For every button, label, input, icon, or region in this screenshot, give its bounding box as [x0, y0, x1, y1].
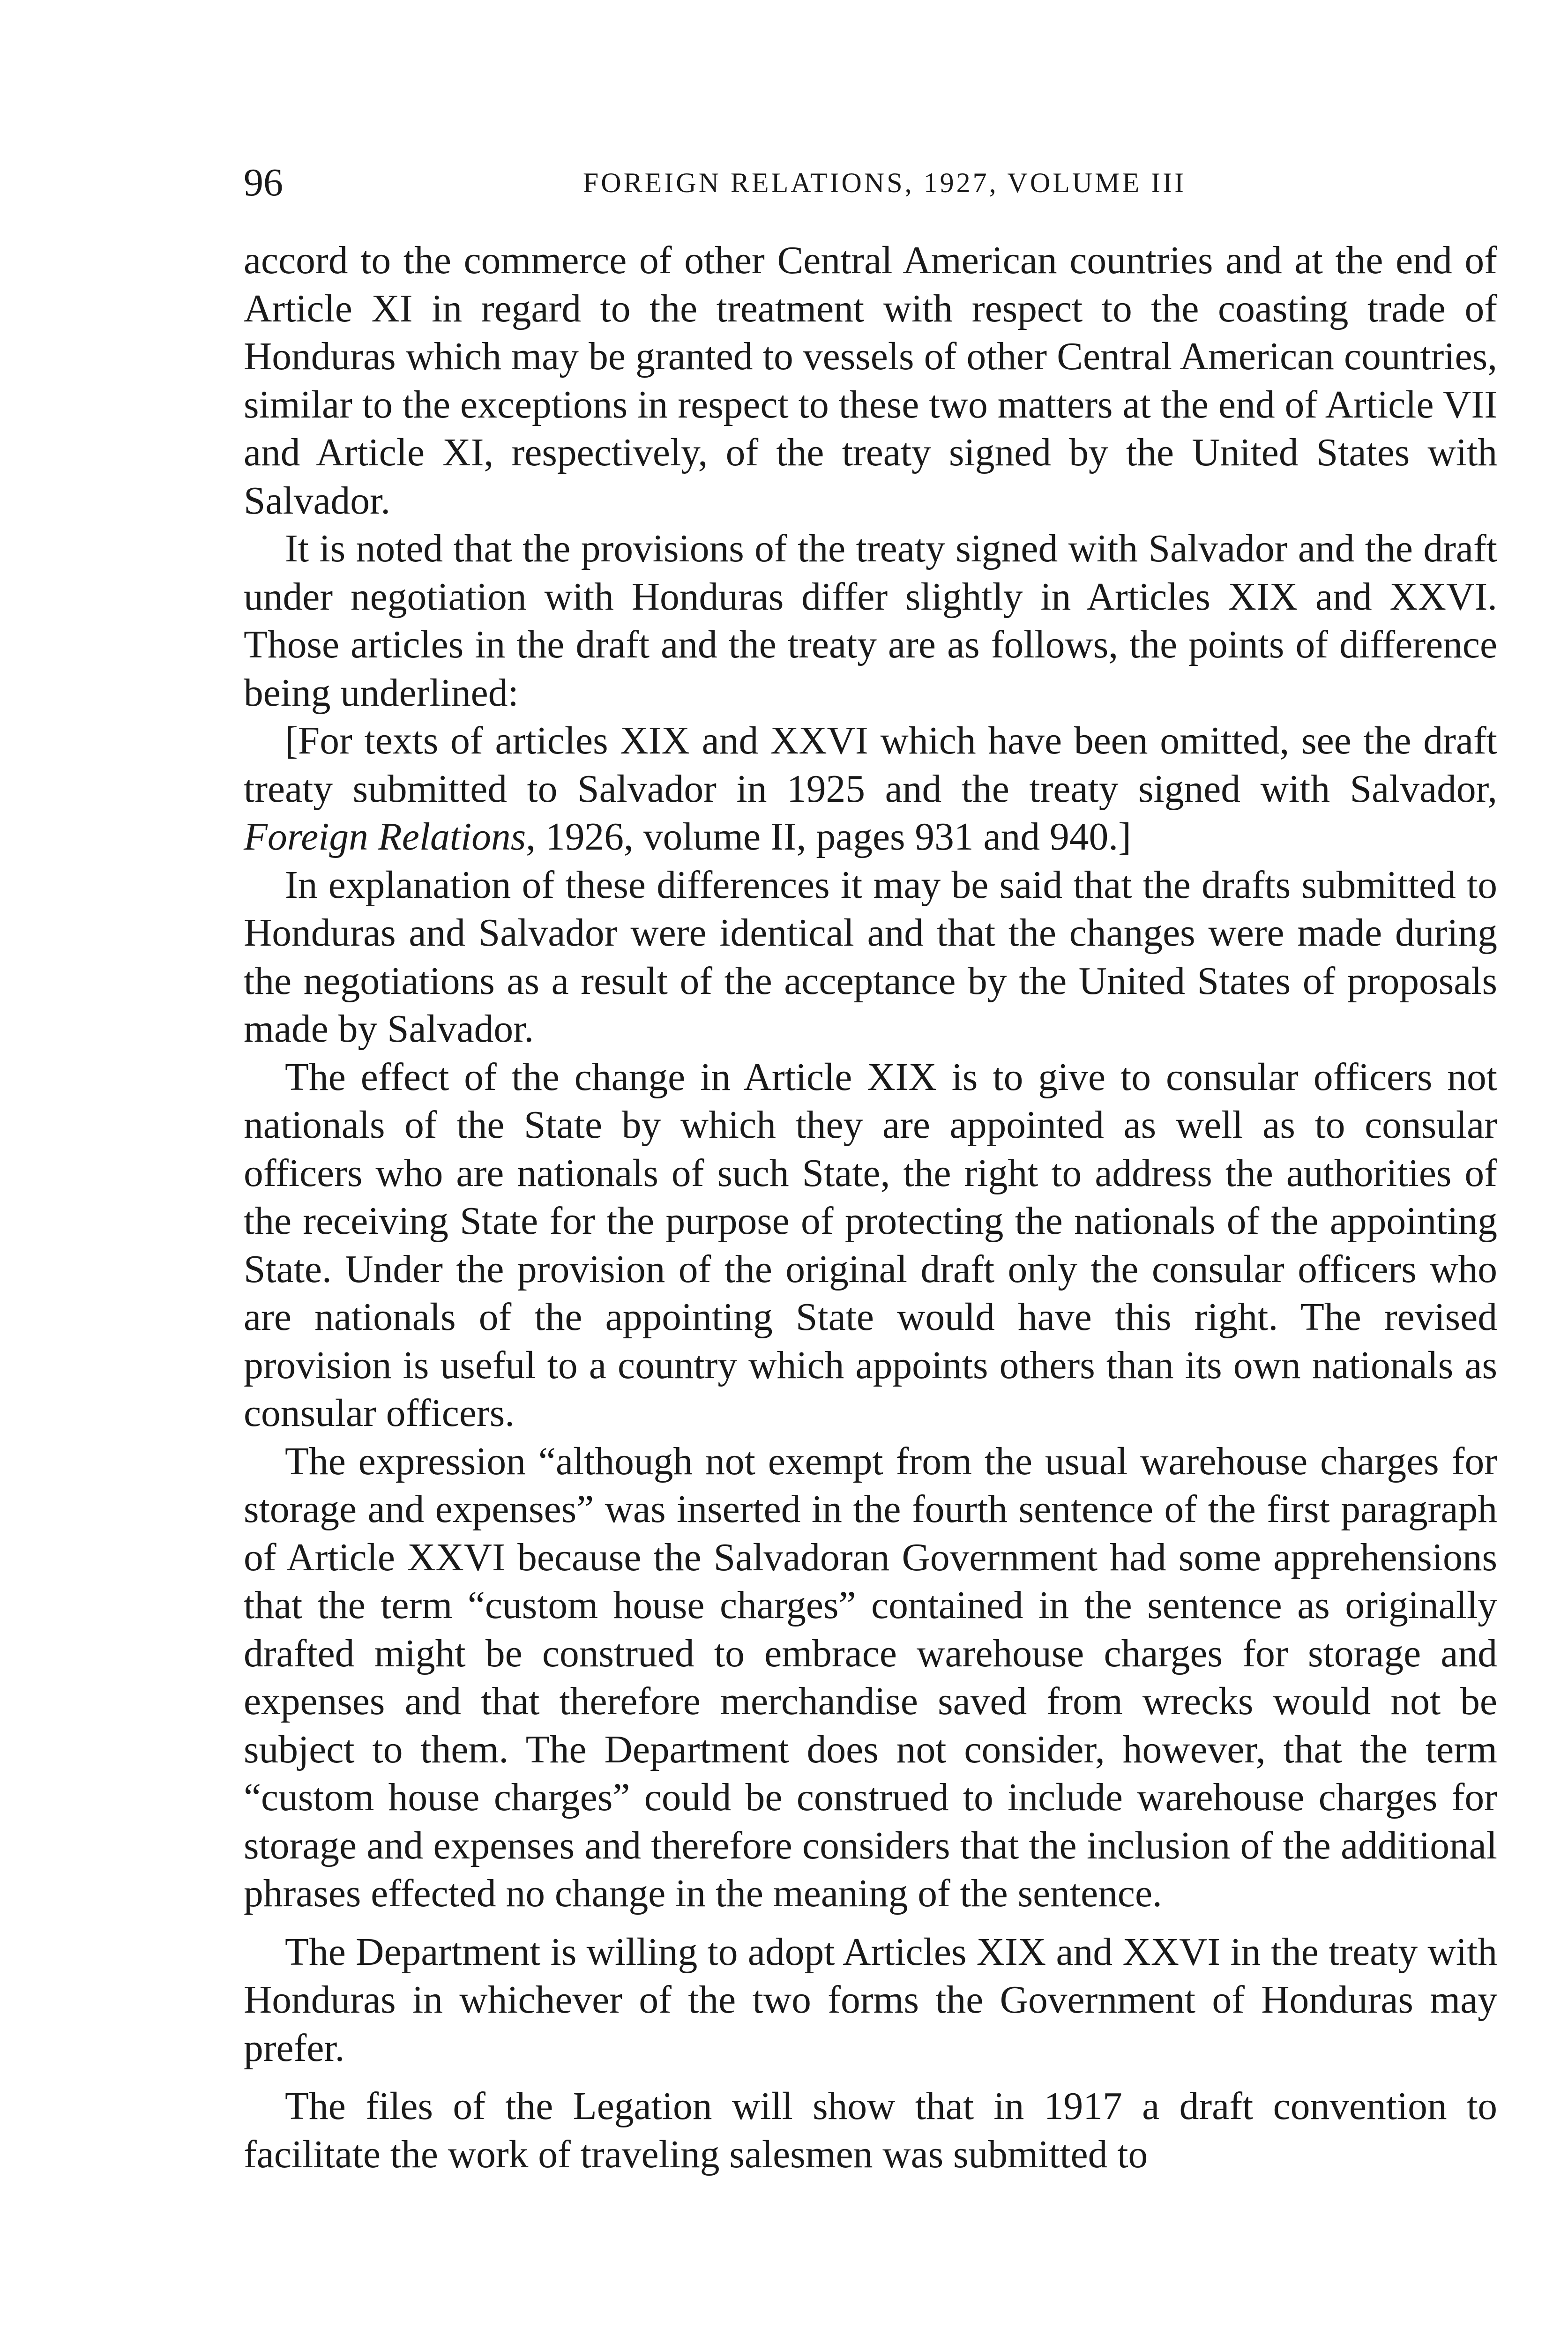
- body-text: [244, 237, 1497, 2179]
- editorial-note-text-end: , 1926, volume II, pages 931 and 940.]: [526, 815, 1131, 858]
- running-head: [244, 157, 1497, 213]
- paragraph-differences-note: It is noted that the provisions of the treaty signed with Salvador and the draft under negotiation with Honduras differ slightly in Articles XIX and XXVI. Those articles in the draft and the treaty are as follows, the points of difference being underlined:: [244, 527, 1497, 715]
- paragraph-continued: accord to the commerce of other Central American countries and at the end of Article XI in regard to the treatment with respect to the coasting trade of Honduras which may be granted to vessels of other Central American countries, similar to the exceptions in respect to these two matters at the end of Article VII and Article XI, respectively, of the treaty signed by the United States with Salvador.: [244, 239, 1497, 522]
- page-number: 96: [244, 161, 283, 204]
- paragraph-article-xix: The effect of the change in Article XIX is to give to consular officers not nationals of the State by which they are appointed as well as to consular officers who are nationals of such State, the right to address the authorities of the receiving State for the purpose of protecting the nationals of the appointing State. Under the provision of the original draft only the consular officers who are nationals of the appointing State would have this right. The revised provision is useful to a country which appoints others than its own nationals as consular officers.: [244, 1055, 1497, 1435]
- paragraph-editorial-note: [244, 717, 1497, 861]
- paragraph-legation-files: The files of the Legation will show that in 1917 a draft convention to facilitate the work of traveling salesmen was submitted to: [244, 2085, 1497, 2176]
- editorial-note-citation: Foreign Relations: [244, 815, 526, 858]
- paragraph-department-willing: The Department is willing to adopt Articles XIX and XXVI in the treaty with Honduras in whichever of the two forms the Government of Honduras may prefer.: [244, 1930, 1497, 2070]
- paragraph-article-xxvi: The expression “although not exempt from the usual warehouse charges for storage and expenses” was inserted in the fourth sentence of the first paragraph of Article XXVI because the Salvadoran Government had some apprehensions that the term “custom house charges” contained in the sentence as originally drafted might be construed to embrace warehouse charges for storage and expenses and that therefore merchandise saved from wrecks would not be subject to them. The Department does not consider, however, that the term “custom house charges” could be construed to include warehouse charges for storage and expenses and therefore considers that the inclusion of the additional phrases effected no change in the meaning of the sentence.: [244, 1440, 1497, 1915]
- paragraph-explanation: In explanation of these differences it may be said that the drafts submitted to Honduras and Salvador were identical and that the changes were made during the negotiations as a result of the acceptance by the United States of proposals made by Salvador.: [244, 863, 1497, 1051]
- editorial-note-text: [For texts of articles XIX and XXVI which have been omitted, see the draft treaty submitted to Salvador in 1925 and the treaty signed with Salvador,: [244, 719, 1497, 811]
- running-title: FOREIGN RELATIONS, 1927, VOLUME III: [582, 167, 1187, 198]
